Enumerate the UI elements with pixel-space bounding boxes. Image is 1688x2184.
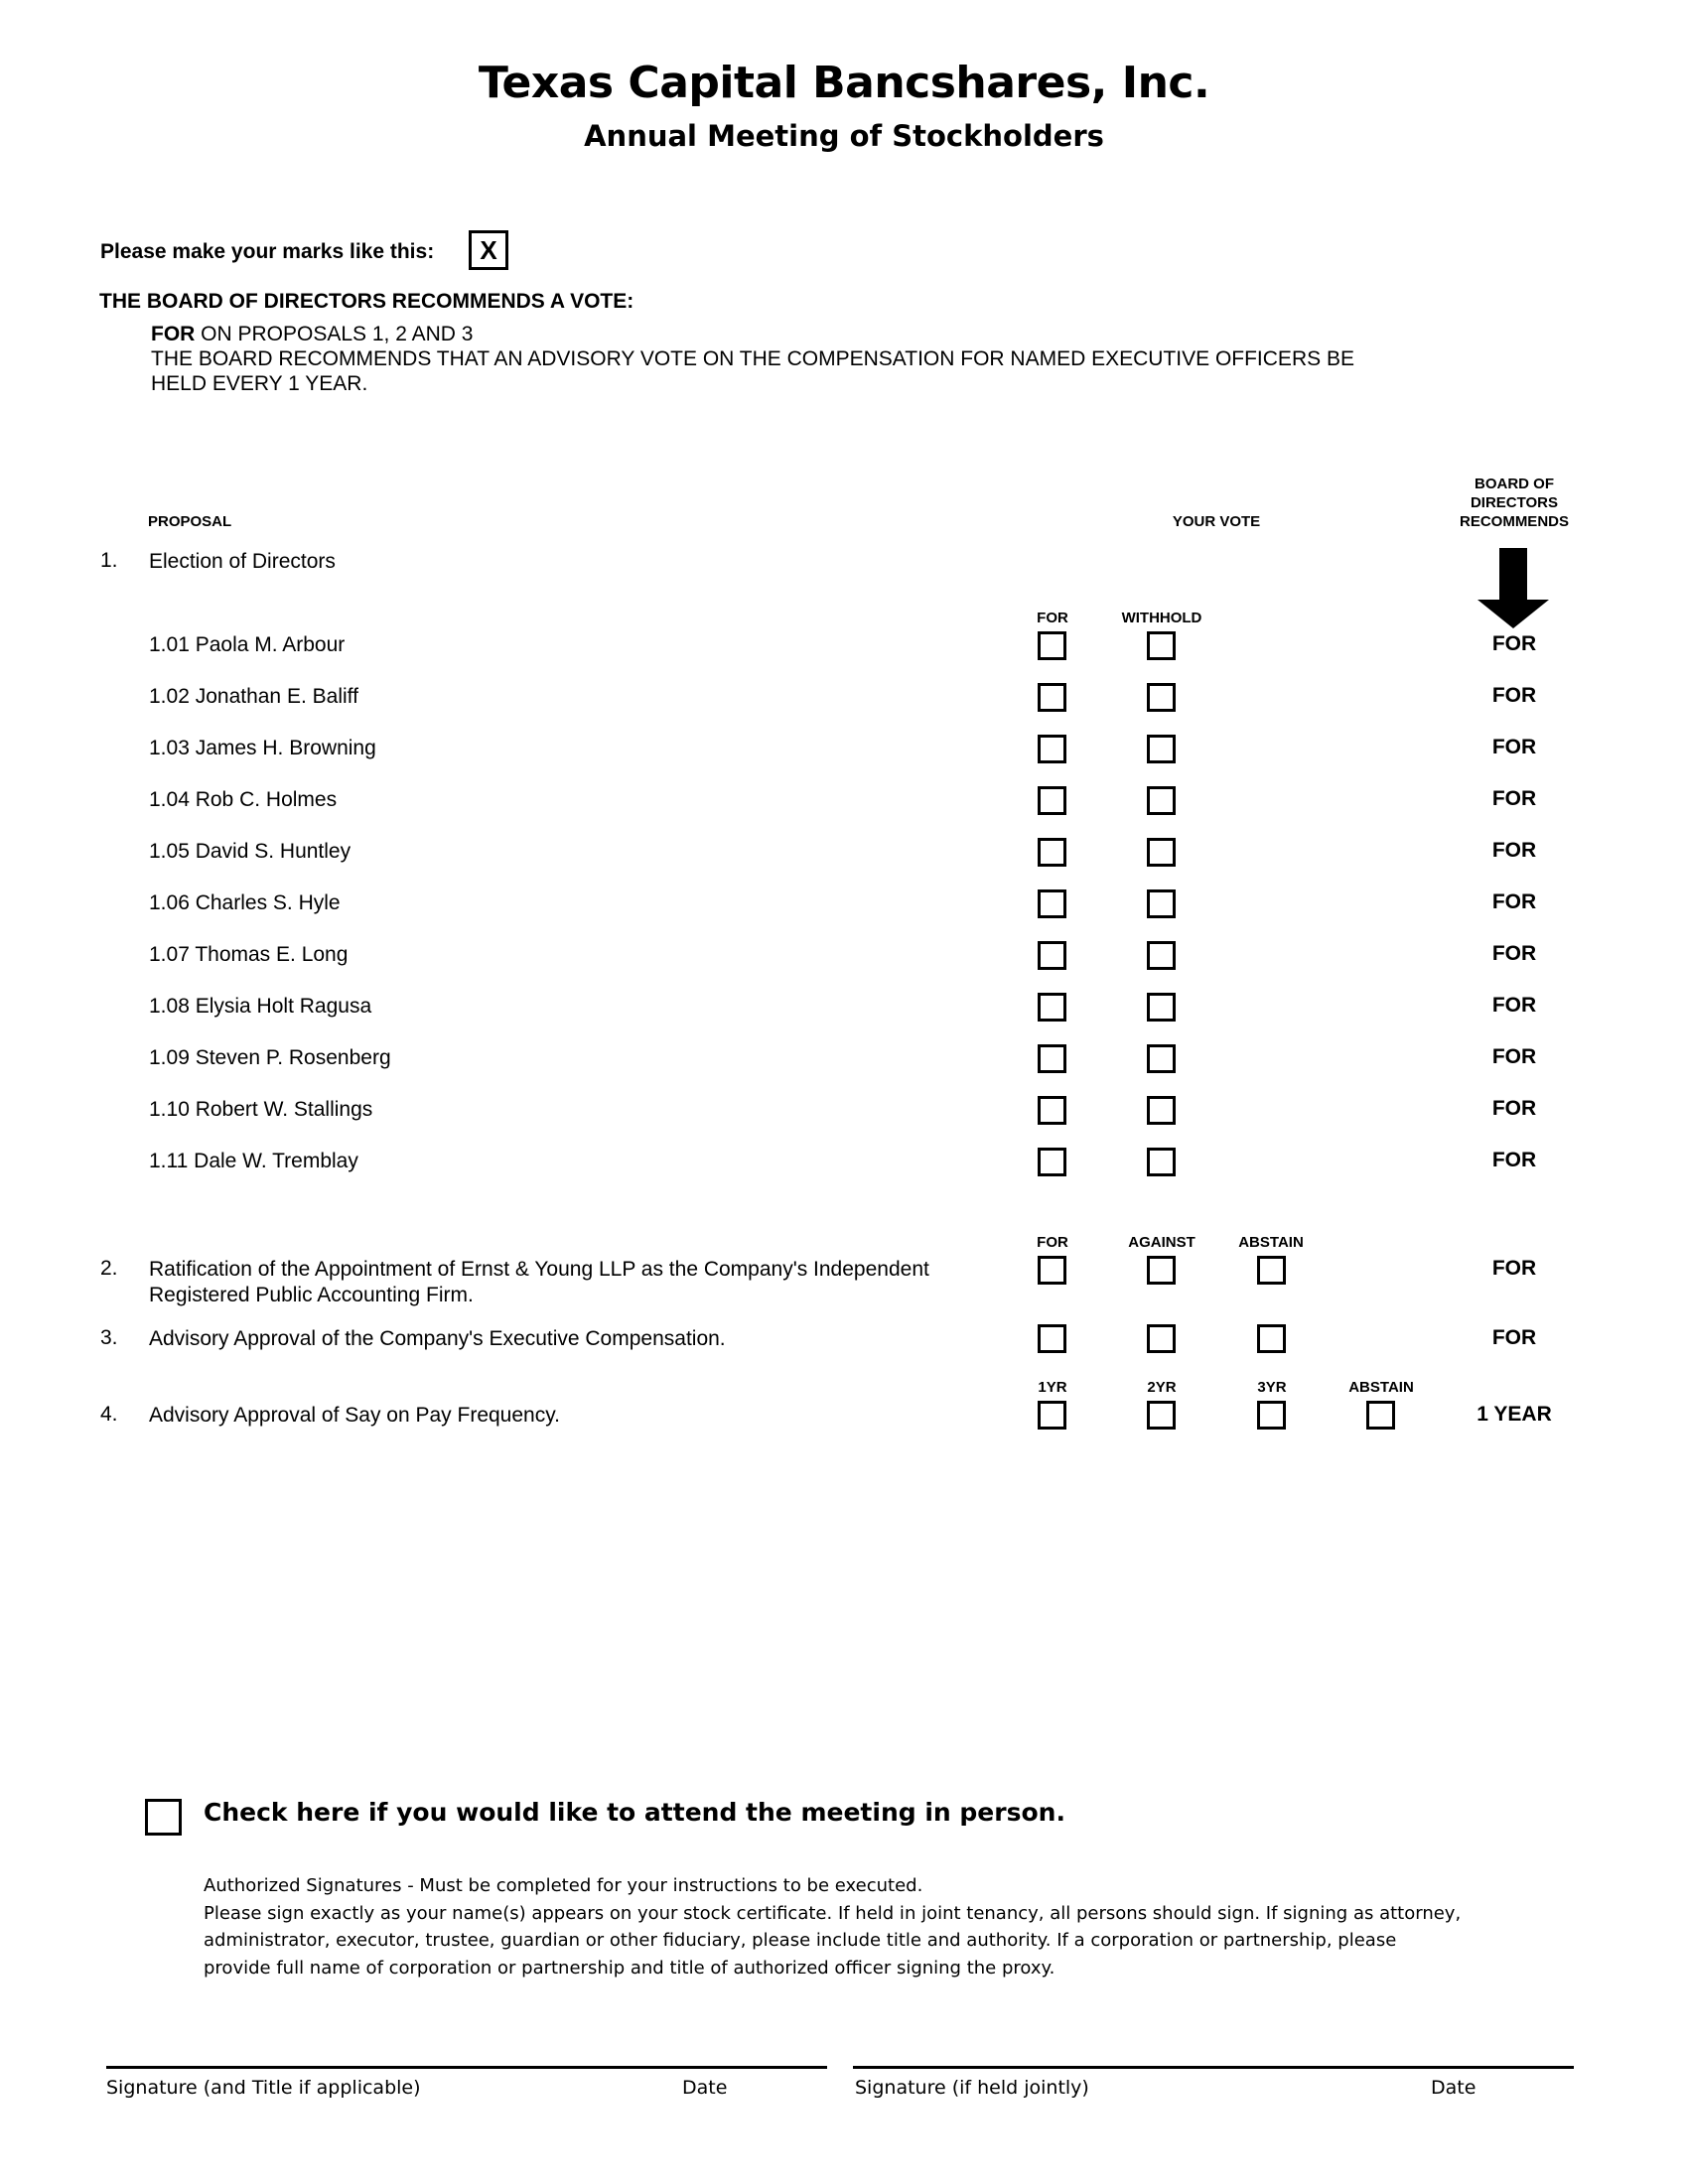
- proposal-2-text-line-2: Registered Public Accounting Firm.: [149, 1284, 474, 1306]
- nominee-name: 1.02 Jonathan E. Baliff: [149, 685, 358, 708]
- nominee-recommendation: FOR: [1491, 994, 1537, 1017]
- authorization-line-2: Please sign exactly as your name(s) appears on your stock certificate. If held in joint tenancy, all persons should sign. If signing as attorney,: [204, 1902, 1462, 1924]
- proposal-4-abstain-header: ABSTAIN: [1348, 1379, 1414, 1396]
- nominee-for-checkbox[interactable]: [1038, 1148, 1066, 1176]
- proposal-4-number: 4.: [100, 1403, 118, 1426]
- proposal-4-recommendation: 1 YEAR: [1477, 1403, 1552, 1426]
- proposal-4-abstain-checkbox[interactable]: [1366, 1401, 1395, 1430]
- nominee-for-checkbox[interactable]: [1038, 941, 1066, 970]
- date-1-label: Date: [682, 2077, 728, 2099]
- proposal-1-for-header: FOR: [1037, 610, 1068, 626]
- nominee-name: 1.05 David S. Huntley: [149, 840, 352, 863]
- nominee-name: 1.08 Elysia Holt Ragusa: [149, 995, 372, 1018]
- nominee-name: 1.11 Dale W. Tremblay: [149, 1150, 358, 1172]
- nominee-for-checkbox[interactable]: [1038, 1044, 1066, 1073]
- nominee-withhold-checkbox[interactable]: [1147, 889, 1176, 918]
- authorization-instructions: [204, 1872, 1494, 1981]
- board-recommends-column-header: [1430, 475, 1599, 531]
- sample-mark-box: X: [469, 230, 508, 270]
- arrow-down-icon: [1477, 548, 1550, 629]
- nominee-for-checkbox[interactable]: [1038, 631, 1066, 660]
- board-header-line-3: RECOMMENDS: [1459, 513, 1569, 530]
- recommendation-line-1-rest: ON PROPOSALS 1, 2 AND 3: [195, 323, 474, 345]
- proposal-4-3yr-header: 3YR: [1257, 1379, 1287, 1396]
- nominee-name: 1.06 Charles S. Hyle: [149, 891, 341, 914]
- proposal-2-against-header: AGAINST: [1128, 1234, 1196, 1251]
- board-header-line-2: DIRECTORS: [1470, 494, 1559, 511]
- proposal-3-against-checkbox[interactable]: [1147, 1324, 1176, 1353]
- attend-meeting-label: Check here if you would like to attend the meeting in person.: [204, 1798, 1065, 1827]
- proposal-3-for-checkbox[interactable]: [1038, 1324, 1066, 1353]
- recommendation-for-bold: FOR: [151, 323, 196, 345]
- nominee-withhold-checkbox[interactable]: [1147, 1096, 1176, 1125]
- attend-meeting-checkbox[interactable]: [145, 1799, 182, 1836]
- proposal-4-1yr-header: 1YR: [1038, 1379, 1067, 1396]
- proposal-3-number: 3.: [100, 1326, 118, 1349]
- proposal-4-2yr-checkbox[interactable]: [1147, 1401, 1176, 1430]
- proposal-2-for-checkbox[interactable]: [1038, 1256, 1066, 1285]
- signature-line-1[interactable]: [106, 2066, 827, 2069]
- nominee-recommendation: FOR: [1491, 1097, 1537, 1120]
- nominee-withhold-checkbox[interactable]: [1147, 631, 1176, 660]
- your-vote-column-header: YOUR VOTE: [1172, 513, 1261, 530]
- nominee-recommendation: FOR: [1491, 632, 1537, 655]
- date-2-label: Date: [1431, 2077, 1477, 2099]
- nominee-withhold-checkbox[interactable]: [1147, 683, 1176, 712]
- recommendation-line-3: HELD EVERY 1 YEAR.: [151, 372, 368, 395]
- nominee-recommendation: FOR: [1491, 787, 1537, 810]
- signature-line-2[interactable]: [853, 2066, 1574, 2069]
- nominee-name: 1.07 Thomas E. Long: [149, 943, 349, 966]
- proposal-column-header: PROPOSAL: [148, 513, 232, 530]
- signature-2-label: Signature (if held jointly): [855, 2077, 1089, 2099]
- board-header-line-1: BOARD OF: [1475, 476, 1554, 492]
- proposal-1-withhold-header: WITHHOLD: [1121, 610, 1202, 626]
- proposal-2-text-line-1: Ratification of the Appointment of Ernst & Young LLP as the Company's Independent: [149, 1258, 929, 1281]
- nominee-recommendation: FOR: [1491, 684, 1537, 707]
- proposal-4-3yr-checkbox[interactable]: [1257, 1401, 1286, 1430]
- marks-instruction: Please make your marks like this:: [100, 240, 435, 263]
- proposal-2-abstain-checkbox[interactable]: [1257, 1256, 1286, 1285]
- nominee-withhold-checkbox[interactable]: [1147, 941, 1176, 970]
- nominee-withhold-checkbox[interactable]: [1147, 1148, 1176, 1176]
- nominee-withhold-checkbox[interactable]: [1147, 735, 1176, 763]
- nominee-for-checkbox[interactable]: [1038, 683, 1066, 712]
- nominee-recommendation: FOR: [1491, 1045, 1537, 1068]
- nominee-for-checkbox[interactable]: [1038, 838, 1066, 867]
- proposal-3-text: Advisory Approval of the Company's Executive Compensation.: [149, 1327, 726, 1350]
- proposal-2-for-header: FOR: [1037, 1234, 1068, 1251]
- proposal-2-number: 2.: [100, 1257, 118, 1280]
- nominee-for-checkbox[interactable]: [1038, 786, 1066, 815]
- nominee-withhold-checkbox[interactable]: [1147, 993, 1176, 1022]
- nominee-recommendation: FOR: [1491, 890, 1537, 913]
- board-recommendation-heading: THE BOARD OF DIRECTORS RECOMMENDS A VOTE:: [99, 290, 634, 313]
- proposal-2-abstain-header: ABSTAIN: [1238, 1234, 1304, 1251]
- proposal-1-number: 1.: [100, 549, 118, 572]
- meeting-subtitle: Annual Meeting of Stockholders: [584, 119, 1104, 153]
- nominee-withhold-checkbox[interactable]: [1147, 786, 1176, 815]
- nominee-for-checkbox[interactable]: [1038, 889, 1066, 918]
- nominee-recommendation: FOR: [1491, 736, 1537, 758]
- nominee-name: 1.04 Rob C. Holmes: [149, 788, 338, 811]
- nominee-for-checkbox[interactable]: [1038, 735, 1066, 763]
- proposal-3-abstain-checkbox[interactable]: [1257, 1324, 1286, 1353]
- proposal-2-recommendation: FOR: [1491, 1257, 1537, 1280]
- nominee-recommendation: FOR: [1491, 942, 1537, 965]
- nominee-for-checkbox[interactable]: [1038, 1096, 1066, 1125]
- authorization-line-1: Authorized Signatures - Must be completed for your instructions to be executed.: [204, 1875, 923, 1896]
- nominee-withhold-checkbox[interactable]: [1147, 1044, 1176, 1073]
- proposal-3-recommendation: FOR: [1491, 1326, 1537, 1349]
- recommendation-line-2: THE BOARD RECOMMENDS THAT AN ADVISORY VOTE ON THE COMPENSATION FOR NAMED EXECUTIVE OFFICERS BE: [151, 347, 1354, 370]
- authorization-line-3: administrator, executor, trustee, guardian or other fiduciary, please include title and authority. If a corporation or partnership, please: [204, 1930, 1397, 1951]
- nominee-recommendation: FOR: [1491, 1149, 1537, 1171]
- signature-1-label: Signature (and Title if applicable): [106, 2077, 421, 2099]
- proposal-4-text: Advisory Approval of Say on Pay Frequency.: [149, 1404, 560, 1427]
- company-title: Texas Capital Bancshares, Inc.: [478, 58, 1210, 108]
- proposal-2-against-checkbox[interactable]: [1147, 1256, 1176, 1285]
- proposal-4-2yr-header: 2YR: [1147, 1379, 1177, 1396]
- nominee-withhold-checkbox[interactable]: [1147, 838, 1176, 867]
- recommendation-line-1: [151, 322, 473, 346]
- nominee-name: 1.03 James H. Browning: [149, 737, 376, 759]
- nominee-name: 1.10 Robert W. Stallings: [149, 1098, 373, 1121]
- nominee-recommendation: FOR: [1491, 839, 1537, 862]
- proposal-4-1yr-checkbox[interactable]: [1038, 1401, 1066, 1430]
- nominee-for-checkbox[interactable]: [1038, 993, 1066, 1022]
- proposal-1-text: Election of Directors: [149, 550, 336, 573]
- nominee-name: 1.09 Steven P. Rosenberg: [149, 1046, 391, 1069]
- nominee-name: 1.01 Paola M. Arbour: [149, 633, 346, 656]
- authorization-line-4: provide full name of corporation or partnership and title of authorized officer signing the proxy.: [204, 1957, 1055, 1979]
- proposal-2-text: [149, 1257, 993, 1308]
